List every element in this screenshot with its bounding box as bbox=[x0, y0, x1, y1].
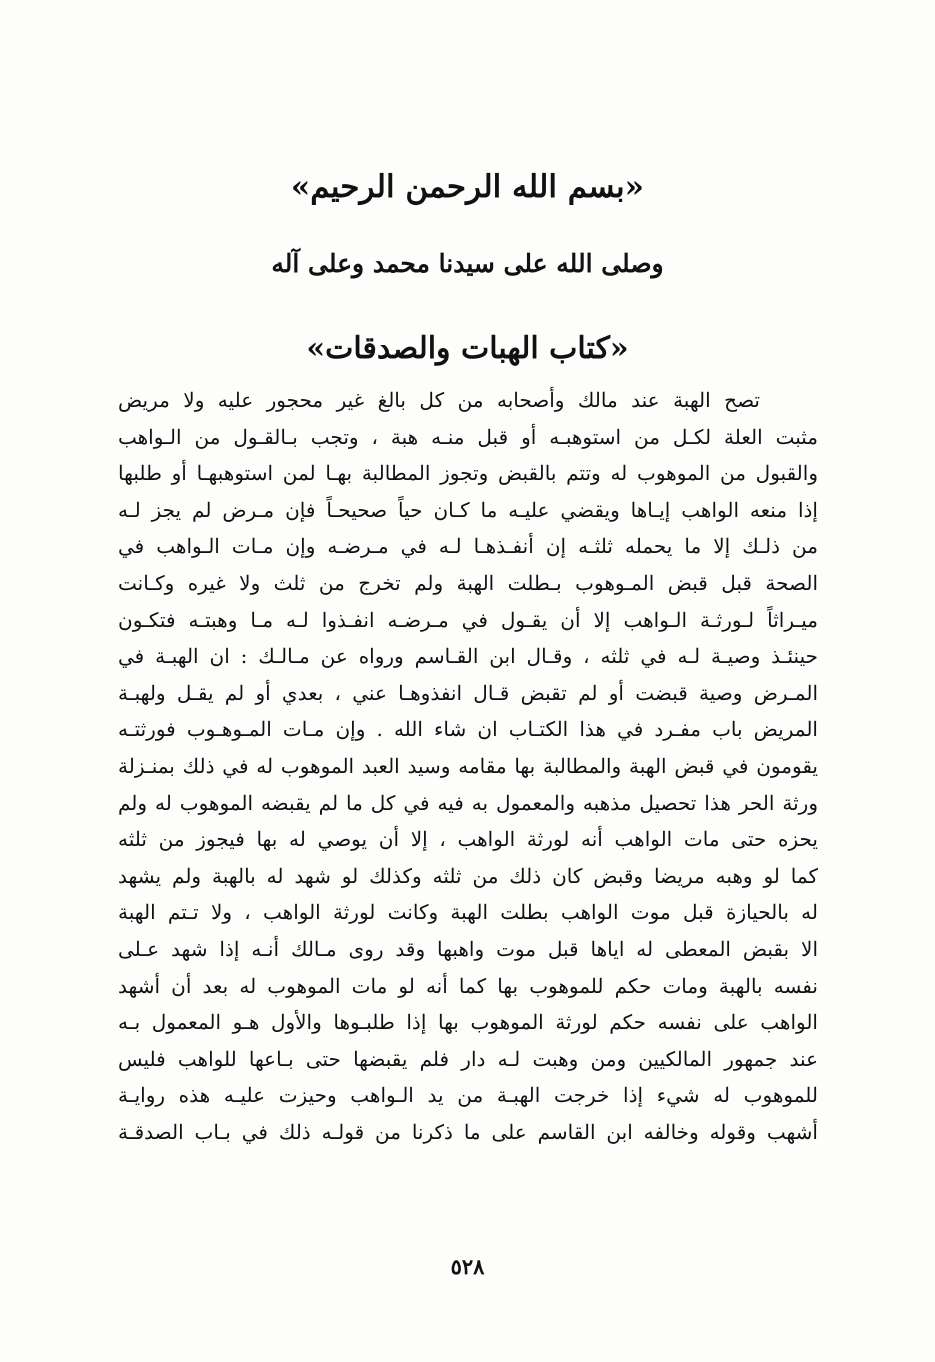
text-line: كما لو وهبه مريضا وقبض كان ذلك من ثلثه وكذلك لو شهد له بالهبة ولم يشهد bbox=[118, 863, 818, 888]
text-line: له بالحيازة قبل موت الواهب بطلت الهبة وكانت لورثة الواهب ، ولا تـتم الهبة bbox=[118, 900, 818, 925]
salutation-line: وصلى الله على سيدنا محمد وعلى آله bbox=[271, 249, 664, 278]
text-line: المـرض وصية قبضت أو لم تقبض قـال انفذوهـا عني ، بعدي أو لم يقـل ولهبـة bbox=[118, 680, 818, 705]
page-number: ٥٢٨ bbox=[450, 1254, 485, 1279]
text-line: والقبول من الموهوب له وتتم بالقبض وتجوز المطالبة بهـا لمن استوهبهـا أو طلبها bbox=[118, 461, 818, 486]
text-line: تصح الهبة عند مالك وأصحابه من كل بالغ غير محجور عليه ولا مريض bbox=[118, 388, 760, 412]
text-line: يقومون في قبض الهبة والمطالبة بها مقامه وسيد العبد الموهوب له في ذلك بمنـزلة bbox=[118, 753, 818, 778]
text-line: مثبت العلة لكـل من استوهبـه أو قبل منـه هبة ، وتجب بـالقـول من الـواهب bbox=[118, 424, 818, 449]
text-line: الواهب على نفسه حكم لورثة الموهوب بها إذا طلبـوها والأول هـو المعمول بـه bbox=[118, 1010, 818, 1035]
basmala-heading: «بسم الله الرحمن الرحيم» bbox=[290, 169, 645, 205]
text-line: يحزه حتى مات الواهب أنه لورثة الواهب ، إلا أن يوصي له بها فيجوز من ثلثه bbox=[118, 827, 818, 852]
text-line: نفسه بالهبة ومات حكم للموهوب بها كما أنه لو مات الموهوب له بعد أن أشهد bbox=[118, 973, 818, 998]
text-line: المريض باب مفـرد في هذا الكتـاب ان شاء الله . وإن مـات المـوهـوب فورثتـه bbox=[118, 717, 818, 742]
text-line: أشهب وقوله وخالفه ابن القاسم على ما ذكرنا من قولـه ذلك في بـاب الصدقـة bbox=[118, 1119, 818, 1144]
text-line: حينئـذ وصيـة لـه في ثلثه ، وقـال ابن القـاسم ورواه عن مـالـك : ان الهبـة في bbox=[118, 644, 818, 669]
chapter-title: «كتاب الهبات والصدقات» bbox=[306, 331, 629, 366]
text-line: للموهوب له شيء إذا خرجت الهبـة من يد الـواهب وحيزت عليـه هذه روايـة bbox=[118, 1083, 818, 1108]
body-text bbox=[118, 382, 818, 1150]
text-line: إذا منعه الواهب إيـاها ويقضي عليـه ما كـان حياً صحيحـاً فإن مـرض لم يجز لـه bbox=[118, 497, 818, 522]
text-line: ورثة الحر هذا تحصيل مذهبه والمعمول به فيه في كل ما لم يقبضه الموهوب له ولم bbox=[118, 790, 818, 815]
text-line: الصحة قبل قبض المـوهوب بـطلت الهبة ولم تخرج من ثلث ولا غيره وكـانت bbox=[118, 570, 818, 595]
text-line: من ذلـك إلا ما يحمله ثلثـه إن أنفـذهـا لـه في مـرضـه وإن مـات الـواهب في bbox=[118, 534, 818, 559]
text-line: ميـراثاً لـورثـة الـواهب إلا أن يقـول في مـرضـه انفـذوا لـه مـا وهبتـه فتكـون bbox=[118, 607, 818, 632]
text-line: الا بقبض المعطى له اياها قبل موت واهبها وقد روى مـالك أنـه إذا شهد عـلى bbox=[118, 936, 818, 961]
text-line: عند جمهور المالكيين ومن وهبت لـه دار فلم يقبضها حتى بـاعها للواهب فليس bbox=[118, 1046, 818, 1071]
